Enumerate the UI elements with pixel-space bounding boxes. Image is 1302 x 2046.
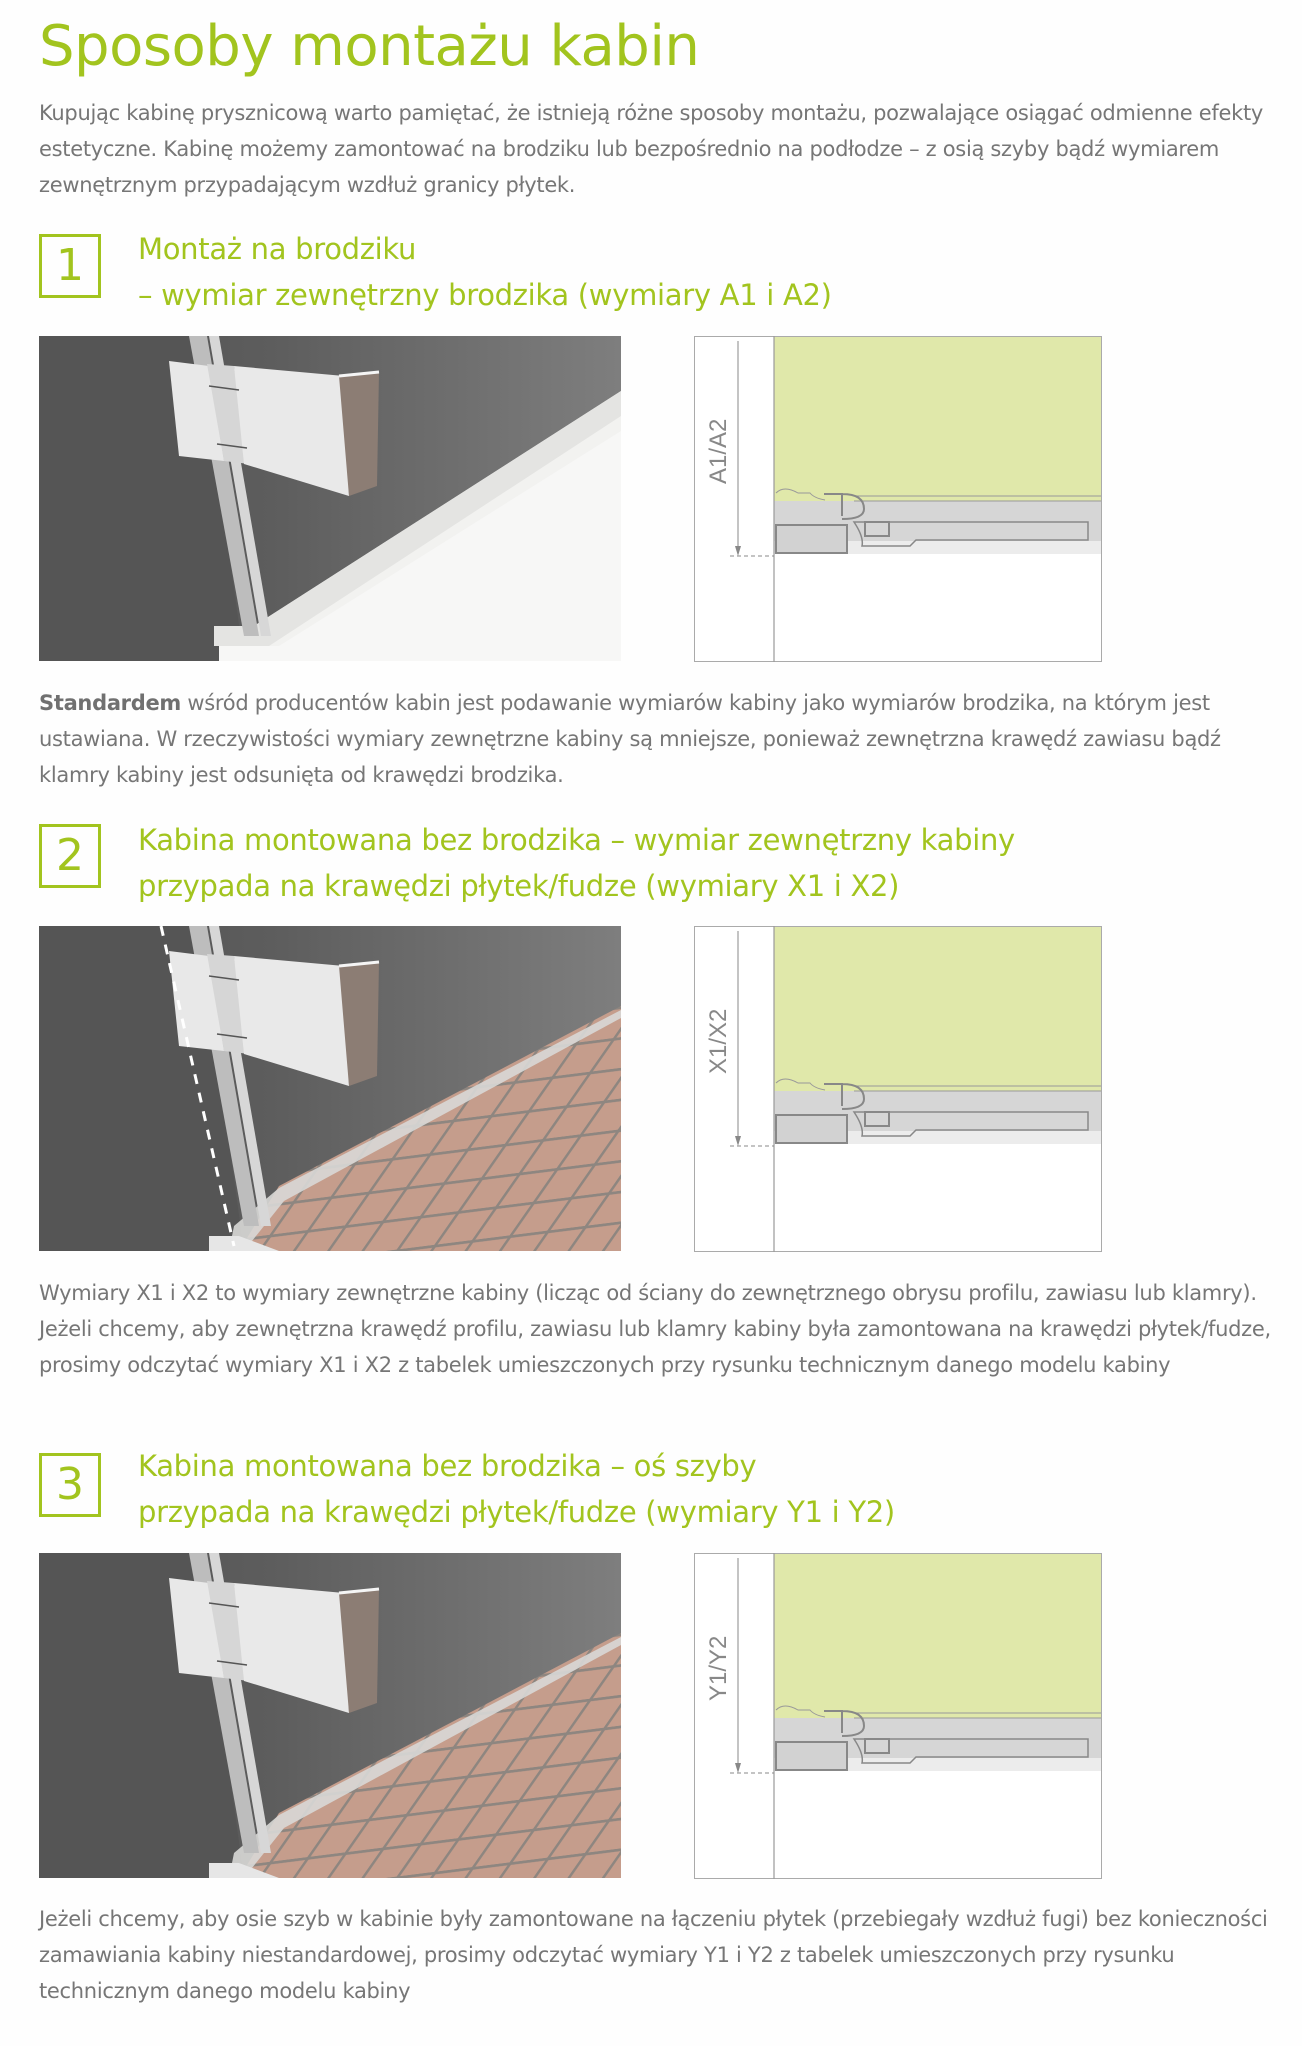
section-2-heading-line2: przypada na krawędzi płytek/fudze (wymiary X1 i X2) bbox=[138, 869, 900, 903]
diagram-section-3 bbox=[694, 1553, 1102, 1879]
section-3-description: Jeżeli chcemy, aby osie szyb w kabinie były zamontowane na łączeniu płytek (przebiegały wzdłuż fugi) bez konieczności zamawiania kabiny niestandardowej, prosimy odczytać wymiary Y1 i Y2 z tabelek umieszczonych przy rysunku technicznym danego modelu kabiny bbox=[39, 1907, 1268, 2003]
desc-text: wśród producentów kabin jest podawanie wymiarów kabiny jako wymiarów brodzika, na którym jest ustawiana. W rzeczywistości wymiary zewnętrzne kabiny są mniejsze, ponieważ zewnętrzna krawędź zawiasu bądź klamry kabiny jest odsunięta od krawędzi brodzika. bbox=[39, 691, 1221, 787]
technical-drawing bbox=[694, 336, 1102, 662]
section-2-description: Wymiary X1 i X2 to wymiary zewnętrzne kabiny (licząc od ściany do zewnętrznego obrysu profilu, zawiasu lub klamry). Jeżeli chcemy, aby zewnętrzna krawędź profilu, zawiasu lub klamry kabiny była zamontowana na krawędzi płytek/fudze, prosimy odczytać wymiary X1 i X2 z tabelek umieszczonych przy rysunku technicznym danego modelu kabiny bbox=[39, 1281, 1271, 1377]
diagram-section-1 bbox=[694, 336, 1102, 662]
section-1-description bbox=[39, 685, 1284, 793]
intro-paragraph: Kupując kabinę prysznicową warto pamiętać, że istnieją różne sposoby montażu, pozwalające osiągać odmienne efekty estetyczne. Kabinę możemy zamontować na brodziku lub bezpośrednio na podłodze – z osią szyby bądź wymiarem zewnętrznym przypadającym wzdłuż granicy płytek. bbox=[39, 101, 1264, 197]
diagram-section-2 bbox=[694, 926, 1102, 1252]
photo-glass-axis-mount bbox=[39, 1553, 621, 1878]
section-1-heading-line2: – wymiar zewnętrzny brodzika (wymiary A1 i A2) bbox=[138, 278, 832, 312]
section-number-3: 3 bbox=[39, 1453, 101, 1517]
section-3-heading-line1: Kabina montowana bez brodzika – oś szyby bbox=[138, 1449, 757, 1483]
section-number-1: 1 bbox=[39, 234, 101, 298]
page-title: Sposoby montażu kabin bbox=[39, 14, 700, 79]
dimension-label: A1/A2 bbox=[705, 418, 732, 484]
desc-bold: Standardem bbox=[39, 691, 182, 715]
section-3-heading-line2: przypada na krawędzi płytek/fudze (wymiary Y1 i Y2) bbox=[138, 1495, 895, 1529]
photo-tile-edge-mount bbox=[39, 926, 621, 1251]
photo-illustration bbox=[39, 336, 621, 661]
technical-drawing bbox=[694, 1553, 1102, 1879]
technical-drawing bbox=[694, 926, 1102, 1252]
section-number-2: 2 bbox=[39, 824, 101, 888]
photo-illustration bbox=[39, 926, 621, 1251]
dimension-label: X1/X2 bbox=[705, 1008, 732, 1074]
photo-tray-mount bbox=[39, 336, 621, 661]
photo-illustration bbox=[39, 1553, 621, 1878]
section-2-heading-line1: Kabina montowana bez brodzika – wymiar zewnętrzny kabiny bbox=[138, 823, 1015, 857]
dimension-label: Y1/Y2 bbox=[705, 1635, 732, 1701]
section-1-heading-line1: Montaż na brodziku bbox=[138, 232, 417, 266]
